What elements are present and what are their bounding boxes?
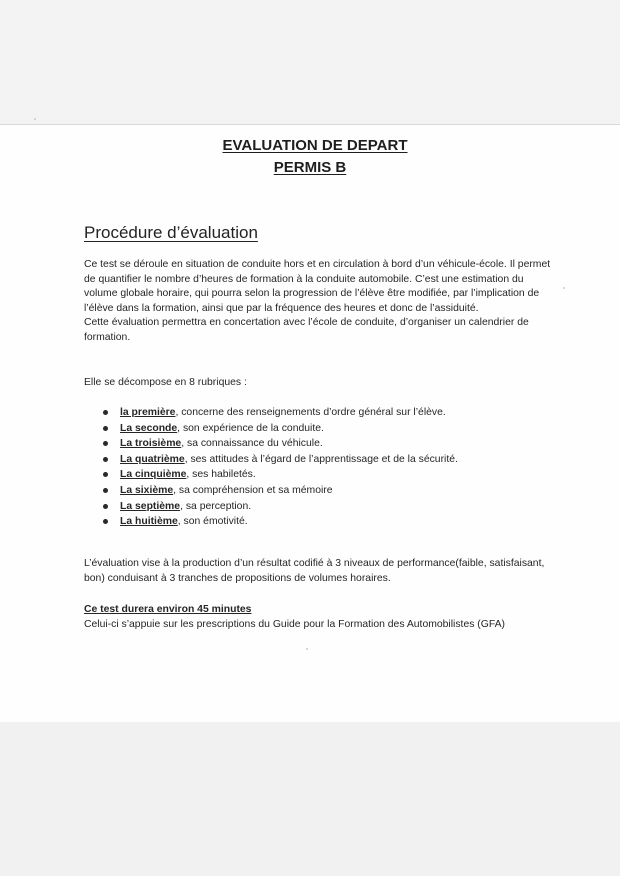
bullet-icon [103,488,108,493]
reference-sentence: Celui-ci s’appuie sur les prescriptions du Guide pour la Formation des Automobilistes (GFA) [84,619,506,630]
rubric-name: La huitième [120,516,178,528]
bullet-icon [103,410,108,415]
rubric-description: , ses attitudes à l’égard de l’apprentissage et de la sécurité. [184,453,458,465]
duration-heading: Ce test durera environ 45 minutes [84,604,252,615]
intro-block [84,258,554,346]
section-heading: Procédure d’évaluation [84,223,258,242]
bullet-icon [103,441,108,446]
rubric-item [103,452,458,468]
rubric-name: La quatrième [120,453,185,465]
bullet-icon [103,504,108,509]
rubric-description: , son expérience de la conduite. [177,422,324,434]
scan-top-margin [0,0,620,124]
rubric-item [103,483,458,499]
title-line-2: PERMIS B [273,159,347,176]
rubric-description: , sa perception. [180,500,252,512]
outcome-paragraph: L’évaluation vise à la production d’un résultat codifié à 3 niveaux de performance(faible, satisfaisant, bon) conduisant à 3 tranches de propositions de volumes horaires. [84,558,545,584]
rubric-name: La cinquième [120,469,187,481]
scan-speck [34,118,36,120]
rubric-description: , ses habiletés. [186,469,256,481]
rubric-list [103,405,458,530]
bullet-icon [103,426,108,431]
rubric-item [103,436,458,452]
title-line-1: EVALUATION DE DEPART [222,137,408,154]
bullet-icon [103,472,108,477]
rubric-item [103,467,458,483]
rubric-item [103,405,458,421]
rubric-name: La troisième [120,438,182,450]
scan-bottom-margin [0,722,620,876]
document-title [0,135,620,179]
bullet-icon [103,519,108,524]
scan-speck [306,648,308,650]
rubric-name: La seconde [120,422,178,434]
rubric-item [103,421,458,437]
calendar-paragraph: Cette évaluation permettra en concertation avec l’école de conduite, d’organiser un calendrier de formation. [84,317,529,343]
rubric-item [103,499,458,515]
rubric-item [103,514,458,530]
rubric-description: , concerne des renseignements d’ordre général sur l’élève. [175,407,446,418]
intro-paragraph: Ce test se déroule en situation de conduite hors et en circulation à bord d’un véhicule-école. Il permet de quantifier le nombre d’heures de formation à la conduite automobile. C’est une estimation du volume globale horaire, qui pourra selon la progression de l’élève être modifiée, par l’implication de l’élève dans la formation, ainsi que par la fréquence des heures et donc de l’assiduité. [84,259,551,314]
rubric-name: La sixième [120,484,174,496]
decompose-sentence: Elle se décompose en 8 rubriques : [84,377,247,388]
rubric-name: La septième [120,500,181,512]
rubric-description: , sa connaissance du véhicule. [181,438,323,450]
rubric-description: , son émotivité. [177,516,248,528]
bullet-icon [103,457,108,462]
rubric-description: , sa compréhension et sa mémoire [173,484,333,496]
rubric-name: la première [120,407,176,418]
scan-speck [563,287,565,289]
